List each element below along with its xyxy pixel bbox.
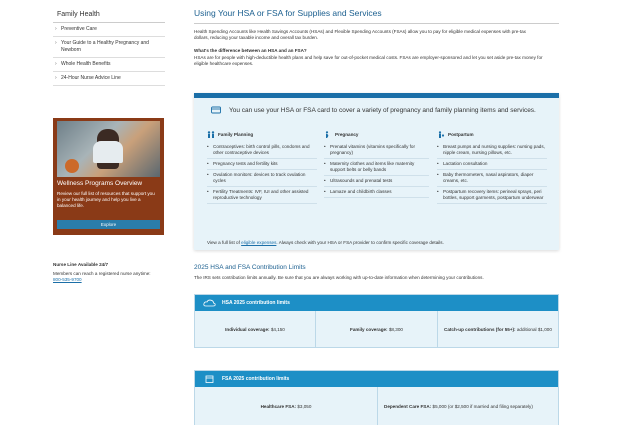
calendar-icon <box>203 375 216 383</box>
hsa-limits-title: HSA 2025 contribution limits <box>222 300 290 306</box>
coverage-lead: You can use your HSA or FSA card to cover a variety of pregnancy and family planning items and services. <box>229 107 536 114</box>
list-item: • Contraceptives: birth control pills, condoms and other contraceptive devices <box>207 144 317 159</box>
column-family-planning <box>207 131 317 206</box>
fsa-dependent: Dependent Care FSA: $5,000 (or $2,500 if married and filing separately) <box>377 387 558 425</box>
page-title: Using Your HSA or FSA for Supplies and Services <box>194 8 559 24</box>
nurse-phone-link[interactable]: 800-535-9700 <box>53 277 82 282</box>
column-heading: Postpartum <box>448 132 474 137</box>
list-item: • Lactation consultation <box>437 161 547 170</box>
pregnancy-icon <box>324 131 332 138</box>
column-heading: Pregnancy <box>335 132 359 137</box>
sidebar-item-pregnancy-guide[interactable] <box>53 37 165 58</box>
column-heading: Family Planning <box>218 132 254 137</box>
nurse-line-title: Nurse Line Available 24/7 <box>53 262 109 267</box>
family-icon <box>207 131 215 138</box>
chevron-right-icon: › <box>55 40 57 46</box>
coverage-footer <box>207 240 444 245</box>
cloud-icon <box>203 299 216 307</box>
sidebar-item-whole-health[interactable] <box>53 58 165 72</box>
fsa-healthcare: Healthcare FSA: $3,050 <box>260 403 312 409</box>
list-item: • Ovulation monitors: devices to track ovulation cycles <box>207 172 317 187</box>
nurse-line-desc: Members can reach a registered nurse anytime: <box>53 271 151 276</box>
chevron-right-icon: › <box>55 75 57 81</box>
list-item: • Maternity clothes and items like maternity support belts or belly bands <box>324 161 429 176</box>
promo-description: Review our full list of resources that support you in your health journey and help you live a balanced life. <box>57 191 155 208</box>
sidebar-item-nurse-line[interactable] <box>53 72 165 86</box>
sidebar-nav <box>53 8 165 86</box>
limits-description: The IRS sets contribution limits annually. Be sure that you are always working with up-to-date information when determining your contributions. <box>194 275 484 280</box>
promo-title: Wellness Programs Overview <box>57 180 143 187</box>
postpartum-icon <box>437 131 445 138</box>
eligible-expenses-link[interactable]: eligible expenses <box>241 240 277 245</box>
hsa-individual: Individual coverage: $4,150 <box>225 326 285 332</box>
list-item: • Baby thermometers, nasal aspirators, diaper creams, etc. <box>437 172 547 187</box>
card-icon <box>211 105 221 115</box>
list-item: • Pregnancy tests and fertility kits <box>207 161 317 170</box>
list-item: • Breast pumps and nursing supplies: nursing pads, nipple cream, nursing pillows, etc. <box>437 144 547 159</box>
list-item: • Prenatal vitamins (vitamins specifically for pregnancy) <box>324 144 429 159</box>
promo-photo <box>57 121 160 177</box>
hsa-family: Family coverage: $8,300 <box>315 311 437 348</box>
sidebar-item-label: Whole Health Benefits <box>61 61 111 67</box>
fsa-limits-header <box>195 371 558 387</box>
coverage-panel <box>194 93 559 250</box>
hsa-limits-card <box>194 294 559 348</box>
list-item: • Lamaze and childbirth classes <box>324 189 429 198</box>
sidebar-item-preventive-care[interactable] <box>53 23 165 37</box>
footer-text: View a full list of <box>207 240 242 245</box>
hsa-catchup: Catch-up contributions (for 55+): additional $1,000 <box>437 311 558 348</box>
column-pregnancy <box>324 131 429 200</box>
sidebar-title: Family Health <box>53 8 165 23</box>
chevron-right-icon: › <box>55 26 57 32</box>
intro-text: Health Spending Accounts like Health Savings Accounts (HSAs) and Flexible Spending Accounts (FSAs) allow you to pay for eligible medical expenses with pre-tax dollars, reducing your taxable income and overall tax burden. <box>194 29 526 40</box>
shirt-shape <box>93 141 123 163</box>
explore-button[interactable]: Explore <box>57 220 160 229</box>
chevron-right-icon: › <box>55 61 57 67</box>
basketball-shape <box>65 159 79 173</box>
main-content <box>194 8 559 409</box>
fsa-limits-card <box>194 370 559 425</box>
faq-question: What's the difference between an HSA and an FSA? <box>194 48 307 53</box>
sidebar-item-label: 24-Hour Nurse Advice Line <box>61 75 121 81</box>
list-item: • Fertility Treatments: IVF, IUI and other assisted reproductive technology <box>207 189 317 204</box>
footer-text: . Always check with your HSA or FSA provider to confirm specific coverage details. <box>276 240 444 245</box>
nurse-line-text <box>53 271 153 283</box>
column-postpartum <box>437 131 547 206</box>
limits-heading: 2025 HSA and FSA Contribution Limits <box>194 264 306 271</box>
sidebar-item-label: Your Guide to a Healthy Pregnancy and Newborn <box>61 40 149 53</box>
hsa-limits-header <box>195 295 558 311</box>
list-item: • Ultrasounds and prenatal tests <box>324 178 429 187</box>
wellness-promo-card <box>53 118 164 235</box>
faq-answer: HSAs are for people with high-deductible health plans and help save for out-of-pocket medical costs. FSAs are employer-sponsored and let you set aside pre-tax money for eligible healthcare expenses. <box>194 55 543 66</box>
sidebar-item-label: Preventive Care <box>61 26 97 32</box>
fsa-limits-title: FSA 2025 contribution limits <box>222 376 290 382</box>
list-item: • Postpartum recovery items: perineal sprays, peri bottles, support garments, postpartum underwear <box>437 189 547 204</box>
